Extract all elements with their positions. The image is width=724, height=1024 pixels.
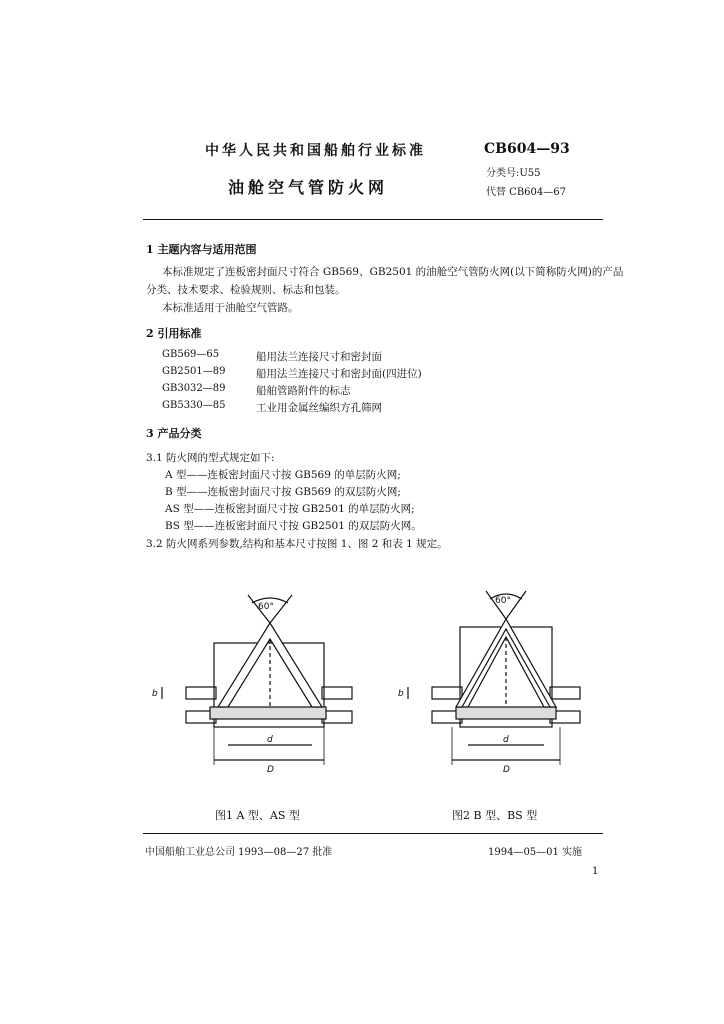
clause-3-1: 3.1 防火网的型式规定如下: xyxy=(146,452,275,464)
dim-b-label: b xyxy=(152,689,158,699)
footer-divider xyxy=(143,833,603,834)
section-1-paragraph-2: 本标准适用于油舱空气管路。 xyxy=(162,302,299,314)
approval-note: 中国船舶工业总公司 1993—08—27 批准 xyxy=(145,847,333,858)
header-divider xyxy=(143,219,603,220)
flange-left-top xyxy=(432,687,462,699)
ref-title: 工业用金属丝编织方孔筛网 xyxy=(256,402,382,414)
angle-label: 60° xyxy=(495,596,511,606)
flange-left-top xyxy=(186,687,216,699)
effective-date: 1994—05—01 实施 xyxy=(488,847,583,858)
ref-code: GB3032—89 xyxy=(162,383,226,394)
ref-title: 船用法兰连接尺寸和密封面(四进位) xyxy=(256,368,422,380)
dim-d-label: d xyxy=(267,735,273,745)
figure-2-drawing xyxy=(396,575,606,790)
section-3-heading: 3 产品分类 xyxy=(146,427,202,440)
ref-code: GB2501—89 xyxy=(162,366,226,377)
ref-title: 船用法兰连接尺寸和密封面 xyxy=(256,351,382,363)
ref-code: GB5330—85 xyxy=(162,400,226,411)
type-item: AS 型——连板密封面尺寸按 GB2501 的单层防火网; xyxy=(165,503,415,515)
section-2-heading: 2 引用标准 xyxy=(146,327,202,340)
angle-label: 60° xyxy=(258,602,274,612)
section-1-paragraph-1: 本标准规定了连板密封面尺寸符合 GB569、GB2501 的油舱空气管防火网(以下简称防火网)的产品 xyxy=(162,266,624,278)
dim-b-label: b xyxy=(398,689,404,699)
ref-code: GB569—65 xyxy=(162,349,220,360)
replaces-standard: 代替 CB604—67 xyxy=(486,187,566,198)
standard-category: 中华人民共和国船舶行业标准 xyxy=(205,143,426,159)
figure-2-caption: 图2 B 型、BS 型 xyxy=(452,809,538,822)
dim-d-label: d xyxy=(503,735,509,745)
ref-title: 船舶管路附件的标志 xyxy=(256,385,351,397)
page-number: 1 xyxy=(592,866,599,877)
figure-1-caption: 图1 A 型、AS 型 xyxy=(215,809,300,822)
type-item: A 型——连板密封面尺寸按 GB569 的单层防火网; xyxy=(165,469,401,481)
dim-D-label: D xyxy=(503,765,510,775)
mesh-base xyxy=(210,707,326,719)
mesh-base xyxy=(456,707,556,719)
document-title: 油舱空气管防火网 xyxy=(228,178,389,197)
dim-D-label: D xyxy=(267,765,274,775)
figure-1-drawing xyxy=(150,575,360,790)
classification-number: 分类号:U55 xyxy=(486,168,541,179)
section-1-paragraph-1-cont: 分类、技术要求、检验规则、标志和包装。 xyxy=(146,284,346,296)
type-item: B 型——连板密封面尺寸按 GB569 的双层防火网; xyxy=(165,486,401,498)
flange-right-top xyxy=(322,687,352,699)
type-item: BS 型——连板密封面尺寸按 GB2501 的双层防火网。 xyxy=(165,520,422,532)
clause-3-2: 3.2 防火网系列参数,结构和基本尺寸按图 1、图 2 和表 1 规定。 xyxy=(146,538,448,550)
section-1-heading: 1 主题内容与适用范围 xyxy=(146,243,257,256)
mesh-cone xyxy=(218,623,322,707)
flange-right-top xyxy=(550,687,580,699)
standard-code: CB604—93 xyxy=(484,141,570,157)
